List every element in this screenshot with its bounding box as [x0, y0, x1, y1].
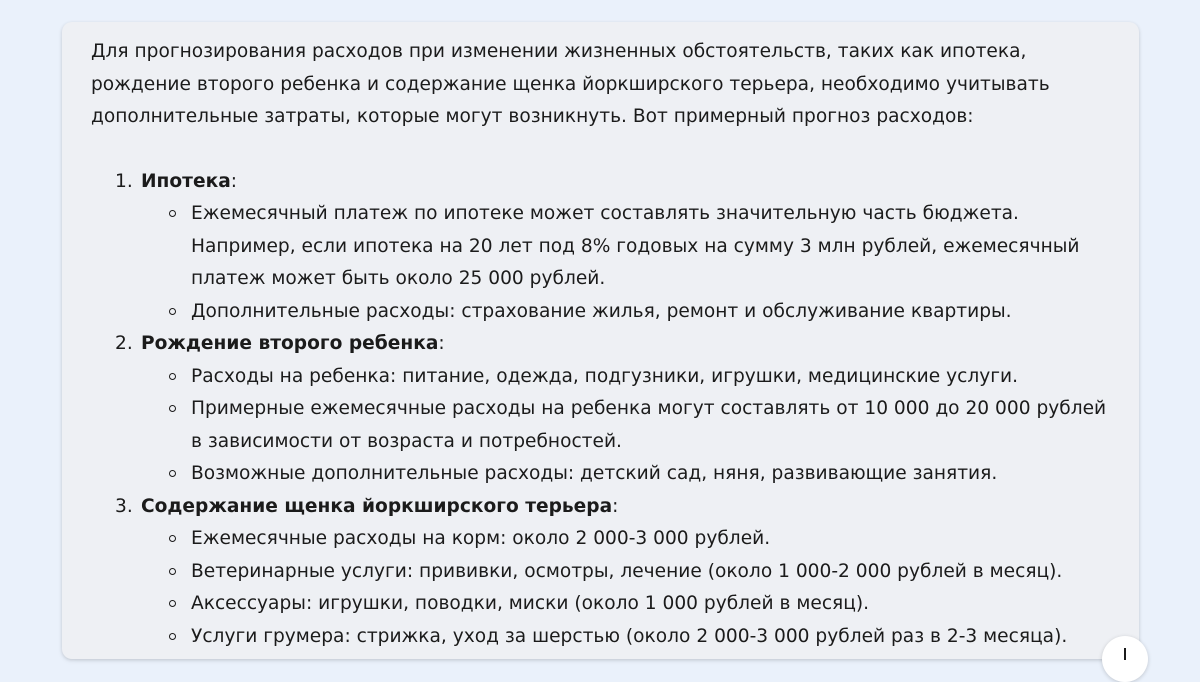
bullet-icon	[169, 308, 176, 315]
section-colon: :	[612, 495, 619, 517]
list-item	[191, 556, 1113, 589]
section-mortgage	[115, 166, 1113, 329]
list-item-text: Аксессуары: игрушки, поводки, миски (около 1 000 рублей в месяц).	[191, 593, 870, 614]
message-intro: Для прогнозирования расходов при изменении жизненных обстоятельств, таких как ипотека, рождение второго ребенка и содержание щенка йоркширского терьера, необходимо учитывать дополнительные затраты, которые могут возникнуть. Вот примерный прогноз расходов:	[91, 41, 1050, 127]
list-item-text: Дополнительные расходы: страхование жилья, ремонт и обслуживание квартиры.	[191, 300, 1012, 322]
section-items	[141, 523, 1113, 653]
scroll-to-bottom-button[interactable]	[1102, 636, 1148, 682]
list-item	[191, 296, 1113, 329]
section-title: Ипотека	[141, 170, 231, 192]
bullet-icon	[169, 210, 176, 217]
list-item-text: Расходы на ребенка: питание, одежда, подгузники, игрушки, медицинские услуги.	[191, 365, 1018, 387]
list-item	[191, 621, 1113, 654]
bullet-icon	[169, 600, 176, 607]
section-colon: :	[438, 333, 445, 354]
list-item-text: Ежемесячные расходы на корм: около 2 000-3 000 рублей.	[191, 528, 771, 549]
list-item-text: Услуги грумера: стрижка, уход за шерстью (около 2 000-3 000 рублей раз в 2-3 месяца).	[191, 625, 1068, 647]
section-title: Рождение второго ребенка	[141, 333, 439, 354]
section-title: Содержание щенка йоркширского терьера	[141, 495, 613, 517]
bullet-icon	[169, 633, 176, 640]
list-item	[191, 198, 1113, 296]
arrow-down-icon	[1124, 648, 1126, 660]
section-items	[141, 361, 1113, 491]
list-item-text: Возможные дополнительные расходы: детский сад, няня, развивающие занятия.	[191, 463, 998, 484]
section-number: 3.	[115, 495, 133, 517]
bullet-icon	[169, 535, 176, 542]
section-number: 2.	[115, 333, 133, 354]
section-colon: :	[230, 170, 238, 192]
bullet-icon	[169, 373, 176, 380]
section-yorkie-puppy	[115, 491, 1113, 654]
chat-message-bubble	[62, 22, 1139, 659]
list-item-text: Ветеринарные услуги: прививки, осмотры, лечение (около 1 000-2 000 рублей в месяц).	[191, 560, 1063, 582]
bullet-icon	[169, 568, 176, 575]
list-item-text: Примерные ежемесячные расходы на ребенка могут составлять от 10 000 до 20 000 рублей в зависимости от возраста и потребностей.	[191, 398, 1107, 452]
bullet-icon	[169, 405, 176, 412]
section-second-child	[115, 328, 1113, 491]
expense-sections-list	[91, 166, 1113, 654]
list-item	[191, 523, 1113, 556]
list-item	[191, 361, 1113, 394]
list-item	[191, 458, 1113, 491]
bullet-icon	[169, 470, 176, 477]
section-items	[141, 198, 1113, 328]
section-number: 1.	[115, 170, 133, 192]
list-item-text: Ежемесячный платеж по ипотеке может составлять значительную часть бюджета. Например, если ипотека на 20 лет под 8% годовых на сумму 3 млн рублей, ежемесячный платеж может быть около 25 000 рублей.	[191, 203, 1080, 289]
list-item	[191, 588, 1113, 621]
list-item	[191, 393, 1113, 458]
